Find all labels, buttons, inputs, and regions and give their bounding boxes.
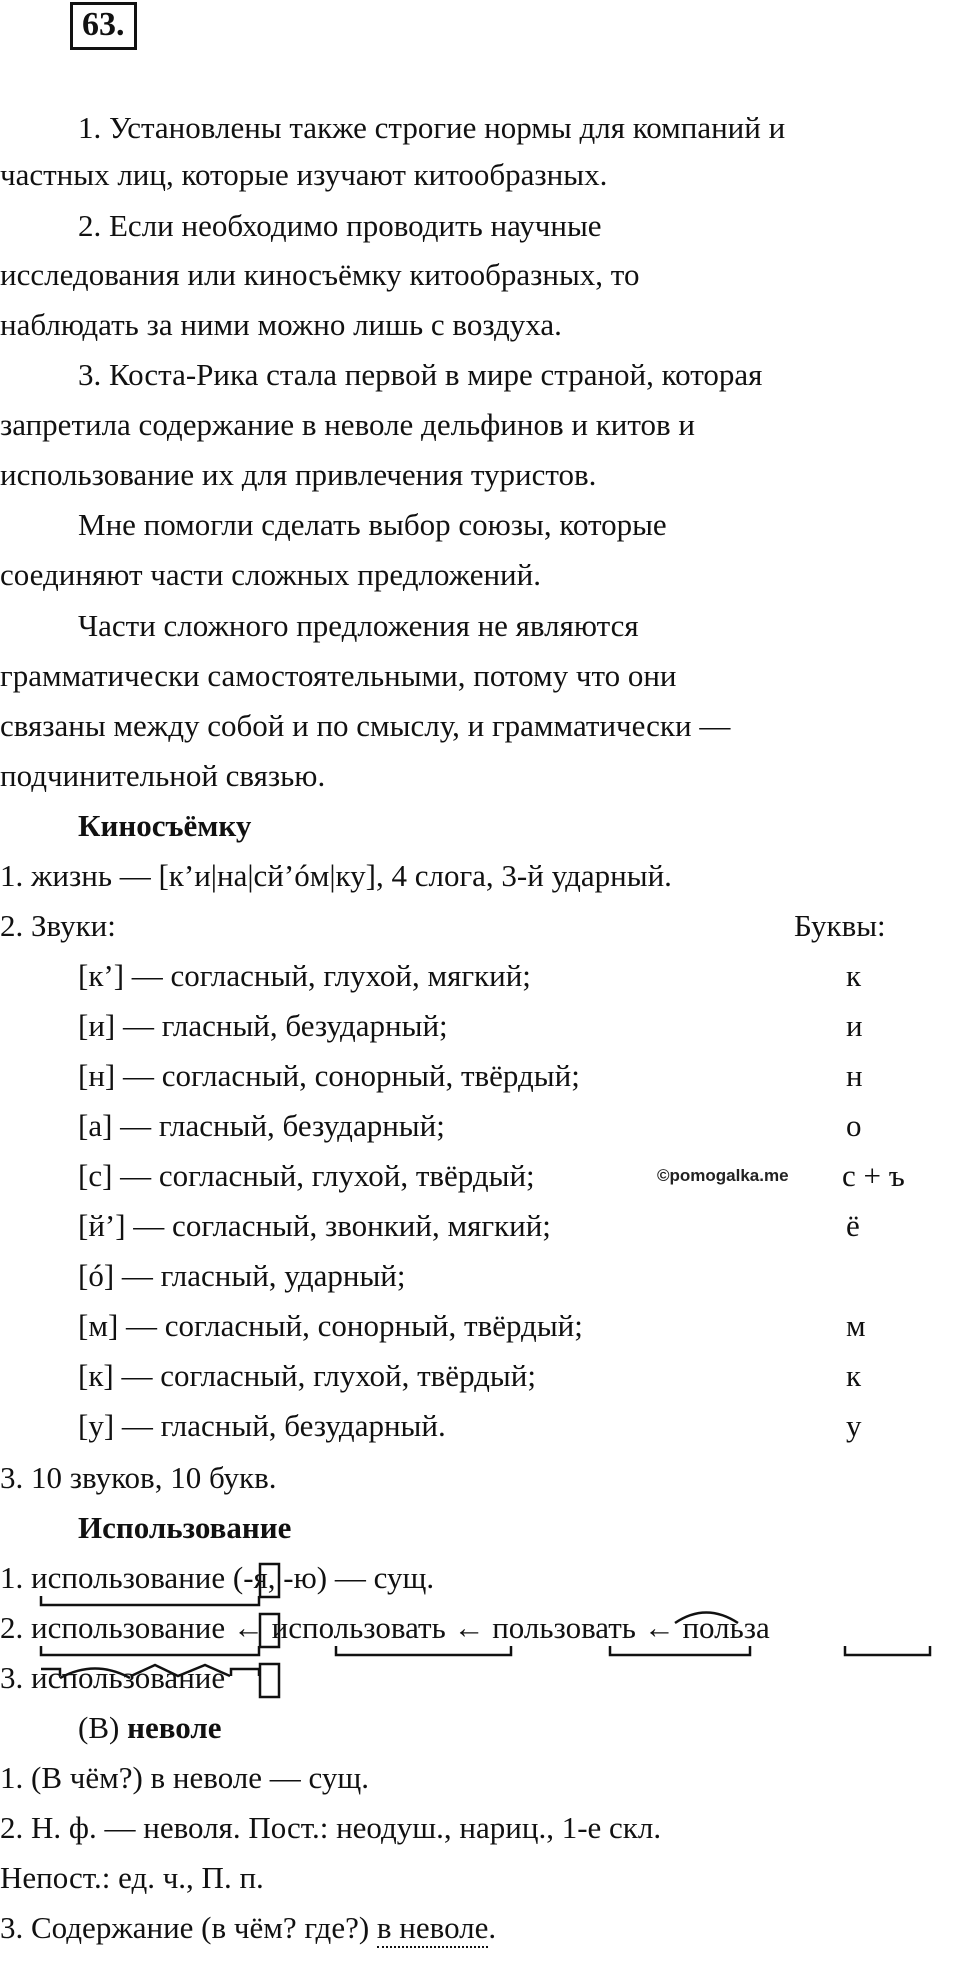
stem-bracket [845, 1646, 930, 1655]
word-ending: е [211, 1660, 226, 1695]
word-forms: (-я, -ю) — сущ. [225, 1560, 435, 1595]
paragraph-5-line-3: связаны между собой и по смыслу, и грамматически — [0, 708, 731, 743]
sound-letter: м [846, 1308, 866, 1343]
period: . [488, 1910, 497, 1945]
paragraph-3-line-3: использование их для привлечения туристов. [0, 457, 597, 492]
letters-label: Буквы: [794, 908, 886, 943]
paragraph-4-line-2: соединяют части сложных предложений. [0, 557, 541, 592]
word-stem: использовани [31, 1660, 212, 1695]
ending-box [260, 1664, 279, 1697]
sound-description: [а] — гласный, безударный; [78, 1108, 445, 1143]
paragraph-1-line-2: частных лиц, которые изучают китообразных. [0, 157, 608, 192]
phonetic-line-1: 1. жизнь — [к’и|на|сй’óм|ку], 4 слога, 3-й ударный. [0, 858, 672, 893]
paragraph-5-line-1: Части сложного предложения не являются [78, 608, 639, 643]
sound-description: [й’] — согласный, звонкий, мягкий; [78, 1208, 551, 1243]
ending-box [260, 1614, 279, 1647]
root-arc [60, 1669, 130, 1679]
paragraph-2-line-1: 2. Если необходимо проводить научные [78, 208, 602, 243]
heading-word: неволе [127, 1710, 222, 1745]
paragraph-1-line-1: 1. Установлены также строгие нормы для компаний и [78, 110, 786, 145]
root-arc [675, 1613, 738, 1624]
watermark: ©pomogalka.me [657, 1166, 789, 1185]
sound-description: [н] — согласный, сонорный, твёрдый; [78, 1058, 580, 1093]
sound-letter: н [846, 1058, 863, 1093]
sound-description: [к’] — согласный, глухой, мягкий; [78, 958, 531, 993]
paragraph-5-line-4: подчинительной связью. [0, 758, 326, 793]
morphological-line-2: 2. Н. ф. — неволя. Пост.: неодуш., нариц., 1-е скл. [0, 1810, 662, 1845]
word-stem: использовани [31, 1610, 212, 1645]
sound-description: [и] — гласный, безударный; [78, 1008, 448, 1043]
word-2: использовать [271, 1610, 446, 1645]
sound-letter: к [846, 958, 862, 993]
sound-description: [ó] — гласный, ударный; [78, 1258, 406, 1293]
morphological-heading [78, 1708, 221, 1748]
sound-description: [к] — согласный, глухой, твёрдый; [78, 1358, 536, 1393]
word-3: пользовать [492, 1610, 636, 1645]
line-number: 3. [0, 1660, 31, 1695]
ending-box [260, 1564, 279, 1597]
arrow: ← [225, 1610, 272, 1645]
prefix-corner [41, 1669, 60, 1676]
sound-letter: с + ъ [842, 1158, 905, 1193]
exercise-number: 63. [70, 2, 137, 50]
heading-prefix: (В) [78, 1710, 128, 1745]
word-4: польза [682, 1610, 770, 1645]
paragraph-2-line-2: исследования или киносъёмку китообразных, то [0, 257, 640, 292]
paragraph-4-line-1: Мне помогли сделать выбор союзы, которые [78, 507, 667, 542]
word-ending: е [211, 1610, 226, 1645]
morphemic-heading: Использование [78, 1510, 292, 1545]
phonetic-heading: Киносъёмку [78, 808, 252, 843]
arrow: ← [445, 1610, 493, 1645]
arrow: ← [635, 1610, 683, 1645]
paragraph-3-line-2: запретила содержание в неволе дельфинов и китов и [0, 407, 695, 442]
paragraph-5-line-2: грамматически самостоятельными, потому что они [0, 658, 677, 693]
morphological-line-3: Непост.: ед. ч., П. п. [0, 1860, 264, 1895]
word-stem: использовани [31, 1560, 212, 1595]
adverbial-underline: в неволе [377, 1910, 488, 1948]
sound-description: [м] — согласный, сонорный, твёрдый; [78, 1308, 583, 1343]
line-number: 2. [0, 1610, 31, 1645]
sound-letter: ё [846, 1208, 860, 1243]
paragraph-3-line-1: 3. Коста-Рика стала первой в мире страной, которая [78, 357, 763, 392]
morphological-line-4 [0, 1908, 496, 1948]
sound-letter: и [846, 1008, 863, 1043]
stem-bracket [610, 1646, 750, 1655]
suffix-marks [131, 1665, 230, 1676]
line-number: 1. [0, 1560, 31, 1595]
stem-bracket [336, 1646, 511, 1655]
phonetic-summary: 3. 10 звуков, 10 букв. [0, 1460, 277, 1495]
suffix-corner [231, 1669, 259, 1676]
sounds-label: 2. Звуки: [0, 908, 116, 943]
word-ending: е [211, 1560, 226, 1595]
sound-letter: к [846, 1358, 862, 1393]
paragraph-2-line-3: наблюдать за ними можно лишь с воздуха. [0, 307, 562, 342]
line-text: 3. Содержание (в чём? где?) [0, 1910, 377, 1945]
morphological-line-1: 1. (В чём?) в неволе — сущ. [0, 1760, 370, 1795]
sound-letter: о [846, 1108, 862, 1143]
stem-bracket [41, 1646, 259, 1655]
sound-description: [с] — согласный, глухой, твёрдый; [78, 1158, 535, 1193]
stem-bracket [41, 1596, 259, 1605]
sound-letter: у [846, 1408, 862, 1443]
sound-description: [у] — гласный, безударный. [78, 1408, 446, 1443]
